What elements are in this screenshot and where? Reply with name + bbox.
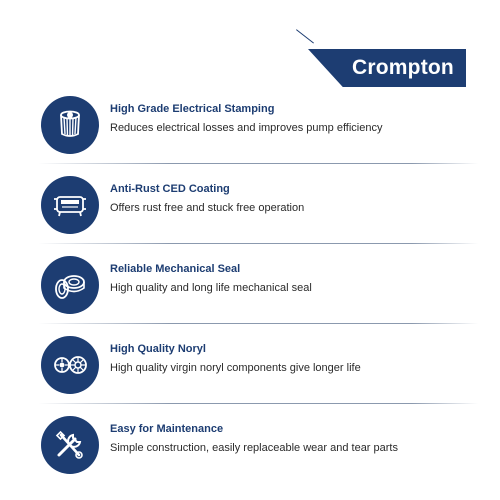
divider: [38, 403, 478, 404]
feature-description: High quality and long life mechanical seal: [110, 282, 312, 294]
feature-description: High quality virgin noryl components give longer life: [110, 362, 361, 374]
feature-description: Offers rust free and stuck free operation: [110, 202, 305, 214]
feature-item-stamping: [38, 96, 478, 166]
brand-header: [0, 0, 500, 110]
brand-logo-text: Crompton: [352, 56, 454, 79]
feature-item-noryl: [38, 336, 478, 406]
feature-title: Reliable Mechanical Seal: [110, 263, 241, 275]
feature-item-coating: [38, 176, 478, 246]
noryl-component-icon: [41, 336, 99, 394]
divider: [38, 163, 478, 164]
divider: [38, 323, 478, 324]
feature-title: Anti-Rust CED Coating: [110, 183, 230, 195]
mechanical-seal-icon: [41, 256, 99, 314]
coating-icon: [41, 176, 99, 234]
feature-item-seal: [38, 256, 478, 326]
stamping-icon: [41, 96, 99, 154]
feature-description: Simple construction, easily replaceable wear and tear parts: [110, 442, 398, 454]
feature-title: High Quality Noryl: [110, 343, 206, 355]
feature-title: Easy for Maintenance: [110, 423, 224, 435]
divider: [38, 243, 478, 244]
brand-accent-line: [296, 29, 314, 43]
feature-title: High Grade Electrical Stamping: [110, 103, 275, 115]
tools-icon: [41, 416, 99, 474]
feature-item-maintenance: [38, 416, 478, 486]
feature-description: Reduces electrical losses and improves pump efficiency: [110, 122, 383, 134]
